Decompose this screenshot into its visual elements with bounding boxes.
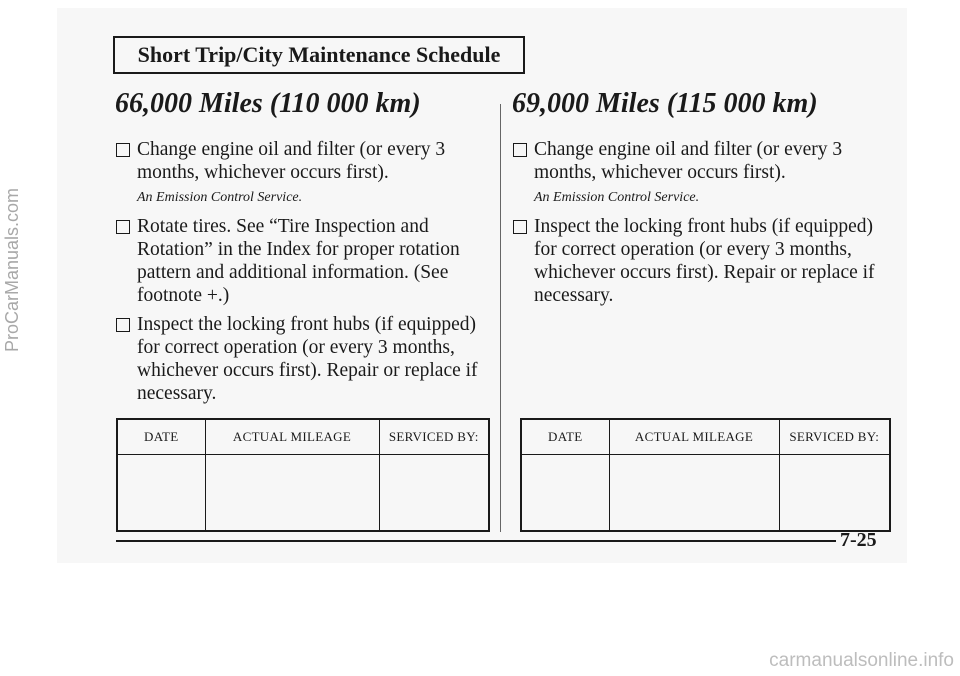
mileage-heading: 66,000 Miles (110 000 km): [115, 88, 421, 119]
item-text: Change engine oil and filter (or every 3 months, whichever occurs first).: [534, 139, 843, 183]
mileage-entry-cell[interactable]: [609, 455, 779, 532]
section-header: Short Trip/City Maintenance Schedule: [113, 36, 525, 74]
service-log-table-66000: [116, 418, 490, 532]
column-header-actual-mileage: ACTUAL MILEAGE: [609, 419, 779, 455]
mileage-entry-cell[interactable]: [205, 455, 379, 532]
watermark-procarmanuals: ProCarManuals.com: [2, 187, 22, 353]
emission-note: An Emission Control Service.: [137, 190, 303, 205]
footer-rule: [116, 540, 836, 542]
emission-note: An Emission Control Service.: [534, 190, 700, 205]
checkbox-icon[interactable]: [116, 318, 130, 332]
date-entry-cell[interactable]: [521, 455, 609, 532]
column-divider: [500, 104, 501, 532]
checklist-item: [512, 138, 892, 184]
column-header-serviced-by: SERVICED BY:: [779, 419, 890, 455]
page-number: 7-25: [840, 529, 877, 551]
checklist-item: [115, 138, 495, 184]
serviced-by-entry-cell[interactable]: [379, 455, 489, 532]
item-text: Inspect the locking front hubs (if equipped) for correct operation (or every 3 months, whichever occurs first). Repair or replace if necessary.: [137, 314, 478, 404]
checkbox-icon[interactable]: [513, 143, 527, 157]
item-text: Rotate tires. See “Tire Inspection and Rotation” in the Index for proper rotation pattern and additional information. (See footnote +.): [137, 216, 460, 306]
checklist-item: [115, 313, 495, 405]
serviced-by-entry-cell[interactable]: [779, 455, 890, 532]
mileage-heading: 69,000 Miles (115 000 km): [512, 88, 818, 119]
column-header-date: DATE: [521, 419, 609, 455]
manual-page: [57, 8, 907, 563]
checkbox-icon[interactable]: [116, 143, 130, 157]
column-header-serviced-by: SERVICED BY:: [379, 419, 489, 455]
checkbox-icon[interactable]: [513, 220, 527, 234]
watermark-carmanualsonline: carmanualsonline.info: [769, 650, 954, 671]
item-text: Change engine oil and filter (or every 3 months, whichever occurs first).: [137, 139, 446, 183]
schedule-column-69000: [512, 84, 892, 313]
schedule-column-66000: [115, 84, 495, 411]
checklist-item: [512, 215, 892, 307]
column-header-actual-mileage: ACTUAL MILEAGE: [205, 419, 379, 455]
checkbox-icon[interactable]: [116, 220, 130, 234]
service-log-table-69000: [520, 418, 891, 532]
date-entry-cell[interactable]: [117, 455, 205, 532]
item-text: Inspect the locking front hubs (if equipped) for correct operation (or every 3 months, whichever occurs first). Repair or replace if necessary.: [534, 216, 875, 306]
column-header-date: DATE: [117, 419, 205, 455]
checklist-item: [115, 215, 495, 307]
